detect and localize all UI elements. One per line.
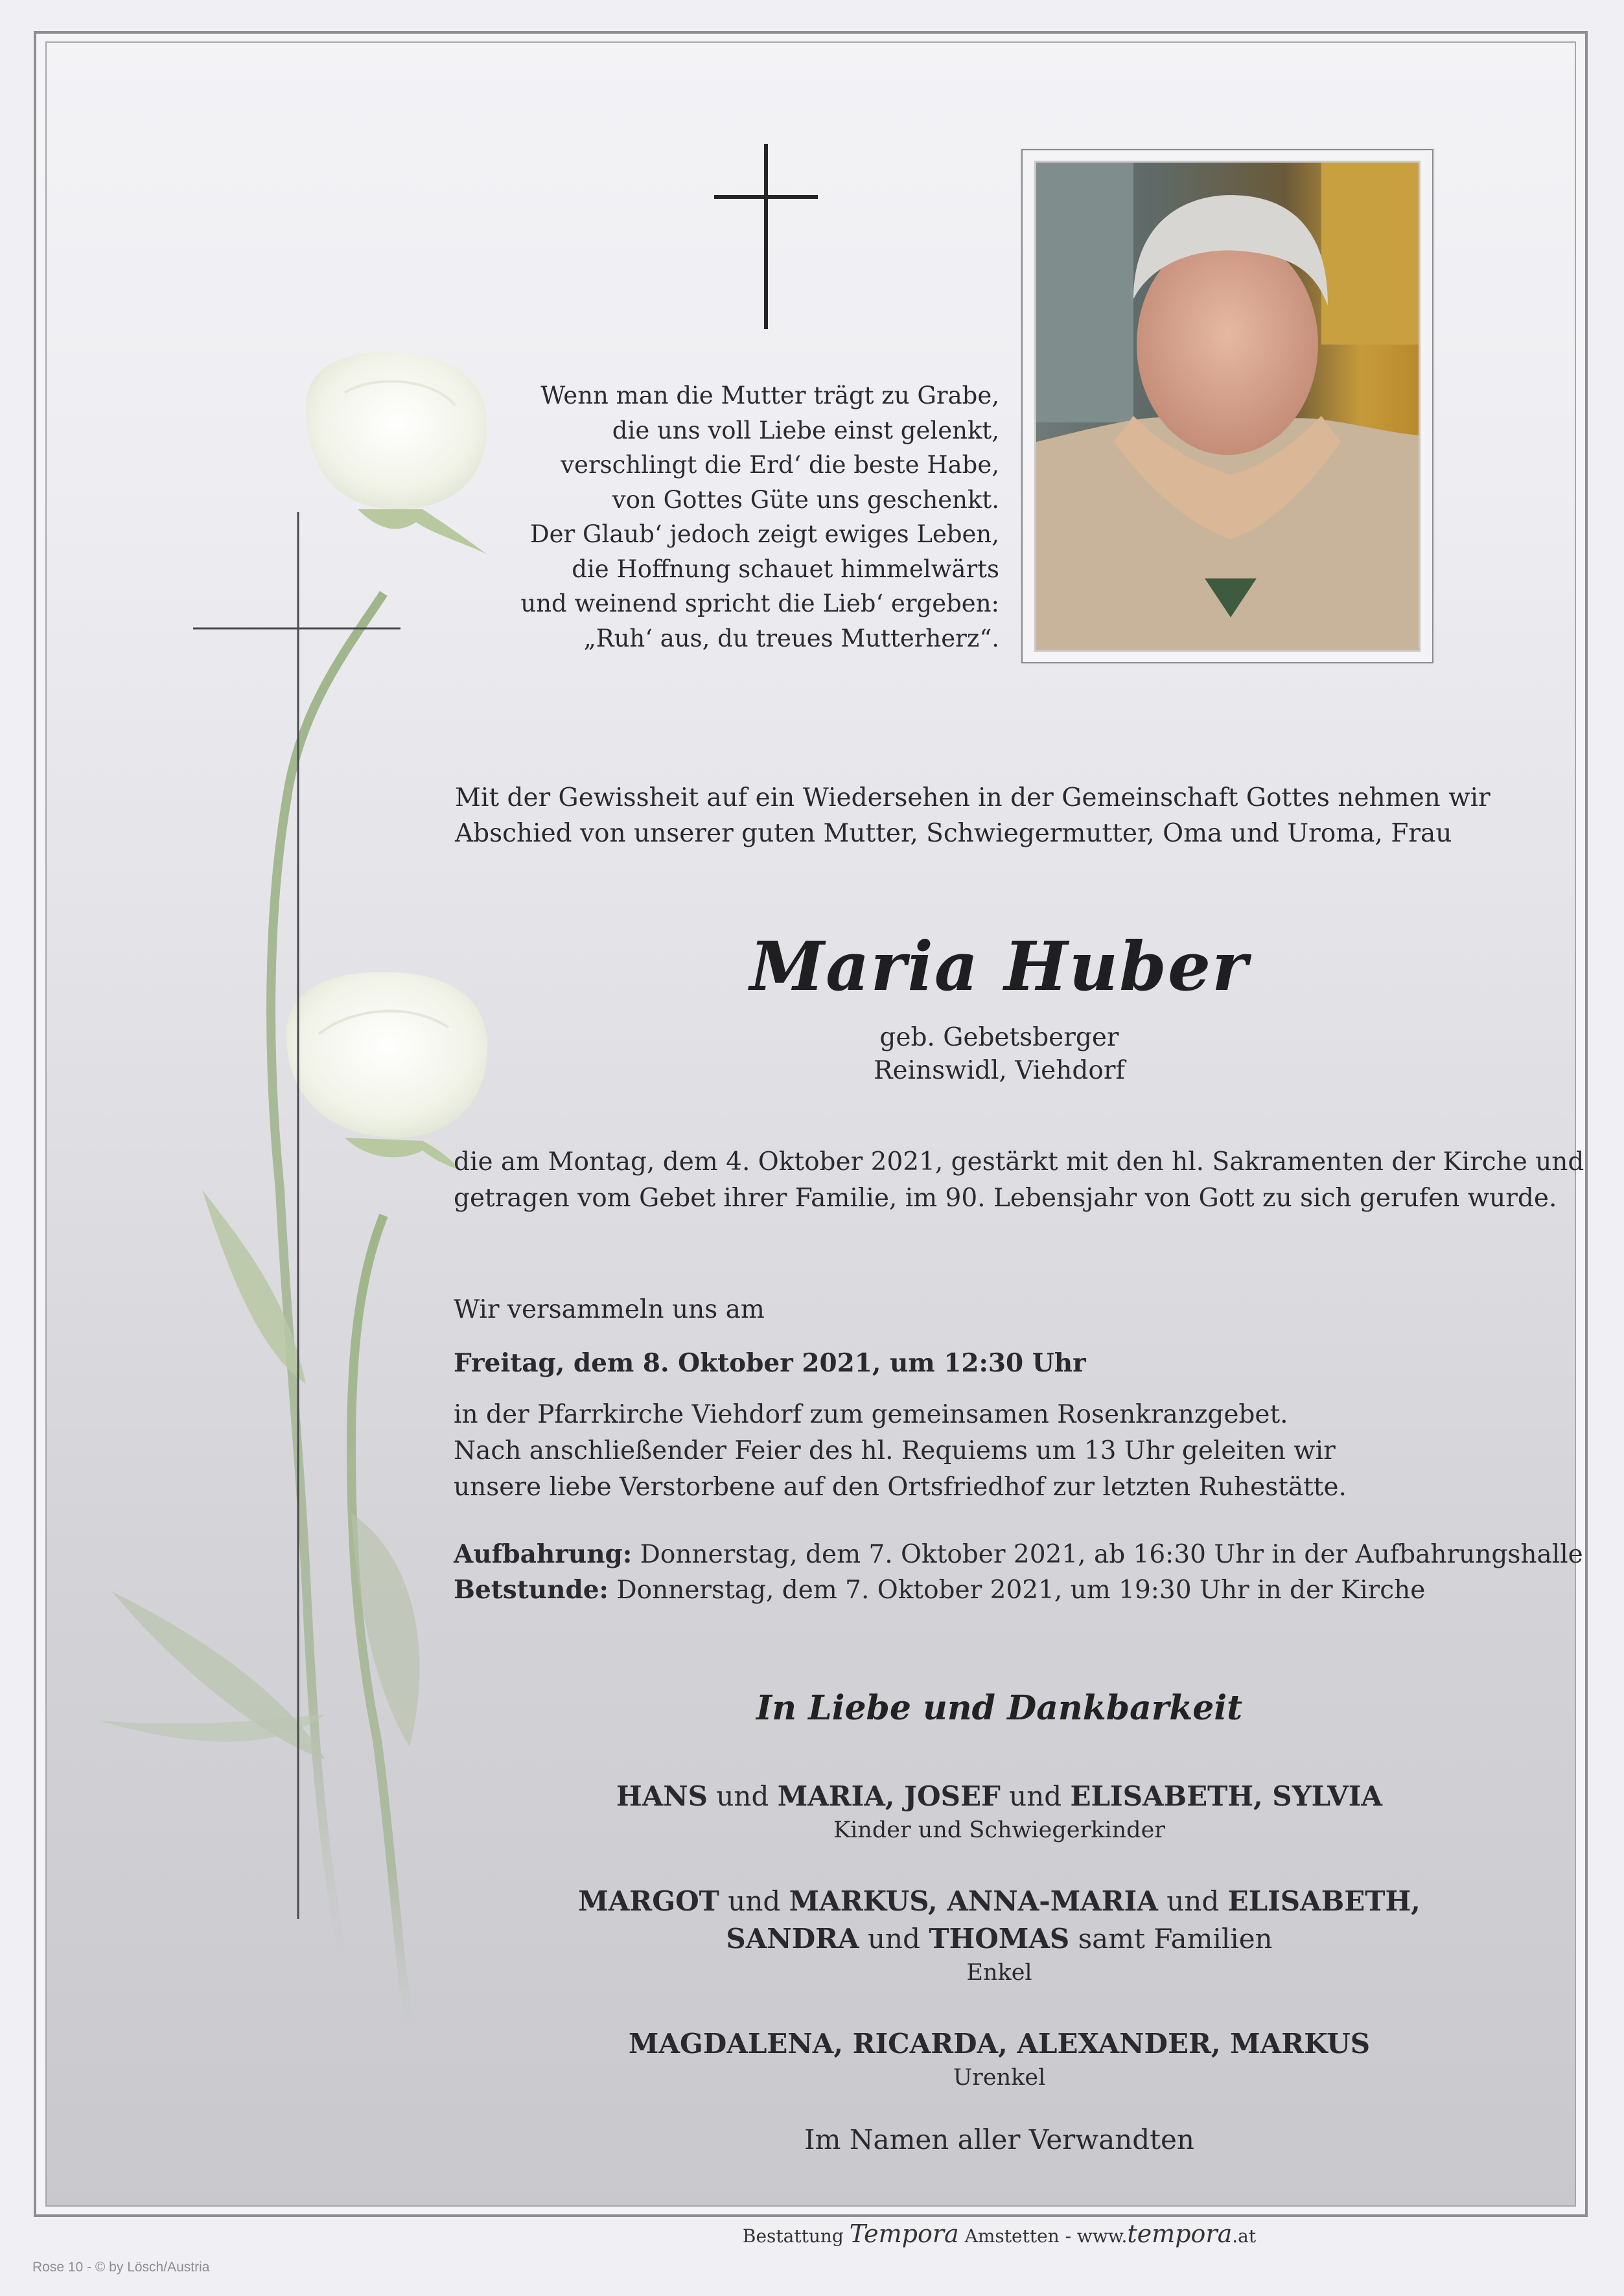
name: HANS (616, 1780, 708, 1812)
portrait-photo-frame (1021, 149, 1433, 663)
intro-line: Abschied von unserer guten Mutter, Schwiegermutter, Oma und Uroma, Frau (455, 819, 1452, 848)
poem-line: Der Glaub‘ jedoch zeigt ewiges Leben, (529, 520, 999, 548)
relation-label: Enkel (966, 1960, 1032, 1986)
name: ELISABETH, (1227, 1885, 1421, 1917)
death-line: die am Montag, dem 4. Oktober 2021, gestärkt mit den hl. Sakramenten der Kirche und (454, 1147, 1584, 1177)
name: ELISABETH, SYLVIA (1070, 1780, 1382, 1812)
grandchildren-names-line1 (455, 1883, 1544, 1920)
connector: und (1157, 1885, 1228, 1917)
deceased-details (455, 1021, 1544, 1087)
footer-middle: Amstetten - www. (958, 2225, 1128, 2247)
footer-suffix: .at (1232, 2225, 1257, 2247)
connector: und (719, 1885, 789, 1917)
poem-line: die uns voll Liebe einst gelenkt, (612, 416, 999, 444)
children-names (455, 1778, 1544, 1815)
intro-text (455, 780, 1544, 851)
portrait-photo (1034, 161, 1421, 652)
event-prayer-hour (454, 1572, 1594, 1608)
family-great-grandchildren (455, 2025, 1544, 2093)
death-notice (454, 1144, 1584, 1217)
side-cross-icon (193, 512, 400, 1919)
gathering-lead: Wir versammeln uns am (454, 1295, 765, 1324)
event-text: Donnerstag, dem 7. Oktober 2021, um 19:30 Uhr in der Kirche (608, 1576, 1426, 1605)
gathering-info (454, 1292, 1568, 1506)
name: THOMAS (929, 1923, 1070, 1955)
intro-line: Mit der Gewissheit auf ein Wiedersehen in der Gemeinschaft Gottes nehmen wir (455, 783, 1491, 812)
event-text: Donnerstag, dem 7. Oktober 2021, ab 16:30 Uhr in der Aufbahrungshalle (632, 1540, 1583, 1569)
footer-prefix: Bestattung (742, 2225, 850, 2247)
grandchildren-names-line2 (455, 1920, 1544, 1958)
poem-line: die Hoffnung schauet himmelwärts (572, 555, 999, 583)
death-line: getragen vom Gebet ihrer Familie, im 90. Lebensjahr von Gott zu sich gerufen wurde. (454, 1184, 1557, 1213)
connector: und (859, 1923, 929, 1955)
event-viewing (454, 1537, 1594, 1572)
poem-line: „Ruh‘ aus, du treues Mutterherz“. (583, 624, 999, 652)
top-cross-icon (714, 144, 818, 329)
page-inner-frame (45, 41, 1584, 2248)
birth-name: geb. Gebetsberger (879, 1023, 1119, 1052)
relation-label: Kinder und Schwiegerkinder (833, 1817, 1166, 1843)
great-grandchildren-names (455, 2025, 1544, 2063)
gathering-detail: Nach anschließender Feier des hl. Requiems um 13 Uhr geleiten wir (454, 1436, 1336, 1465)
residence: Reinswidl, Viehdorf (874, 1056, 1125, 1085)
name: MARGOT (578, 1885, 719, 1917)
gathering-detail: unsere liebe Verstorbene auf den Ortsfriedhof zur letzten Ruhestätte. (454, 1473, 1347, 1502)
page-outer-frame (34, 31, 1588, 2248)
deceased-name: Maria Huber (750, 926, 1249, 1006)
poem-line: und weinend spricht die Lieb‘ ergeben: (520, 590, 999, 617)
connector: und (1000, 1780, 1071, 1812)
brand-logo: Tempora (849, 2220, 959, 2248)
gathering-detail: in der Pfarrkirche Viehdorf zum gemeinsamen Rosenkranzgebet. (454, 1400, 1288, 1429)
name: MARKUS, ANNA-MARIA (789, 1885, 1158, 1917)
on-behalf-of-relatives: Im Namen aller Verwandten (804, 2124, 1194, 2155)
brand-url: tempora (1127, 2220, 1233, 2248)
poem-line: von Gottes Güte uns geschenkt. (612, 485, 999, 514)
event-label: Aufbahrung: (454, 1539, 632, 1569)
poem (500, 378, 999, 656)
name: MAGDALENA, RICARDA, ALEXANDER, MARKUS (628, 2028, 1371, 2060)
family-children (455, 1778, 1544, 1845)
family-grandchildren (455, 1883, 1544, 1988)
name: SANDRA (726, 1923, 859, 1955)
funeral-home-footer (455, 2220, 1544, 2248)
connector: und (708, 1780, 778, 1812)
poem-line: Wenn man die Mutter trägt zu Grabe, (540, 382, 999, 409)
copyright-note: Rose 10 - © by Lösch/Austria (32, 2260, 210, 2275)
event-label: Betstunde: (454, 1575, 609, 1605)
closing-title: In Liebe und Dankbarkeit (756, 1688, 1243, 1728)
events-list (454, 1537, 1594, 1608)
name: MARIA, JOSEF (777, 1780, 1001, 1812)
relation-label: Urenkel (953, 2065, 1046, 2091)
connector: samt Familien (1069, 1923, 1273, 1955)
poem-line: verschlingt die Erd‘ die beste Habe, (561, 451, 999, 479)
funeral-date: Freitag, dem 8. Oktober 2021, um 12:30 Uhr (454, 1348, 1086, 1378)
